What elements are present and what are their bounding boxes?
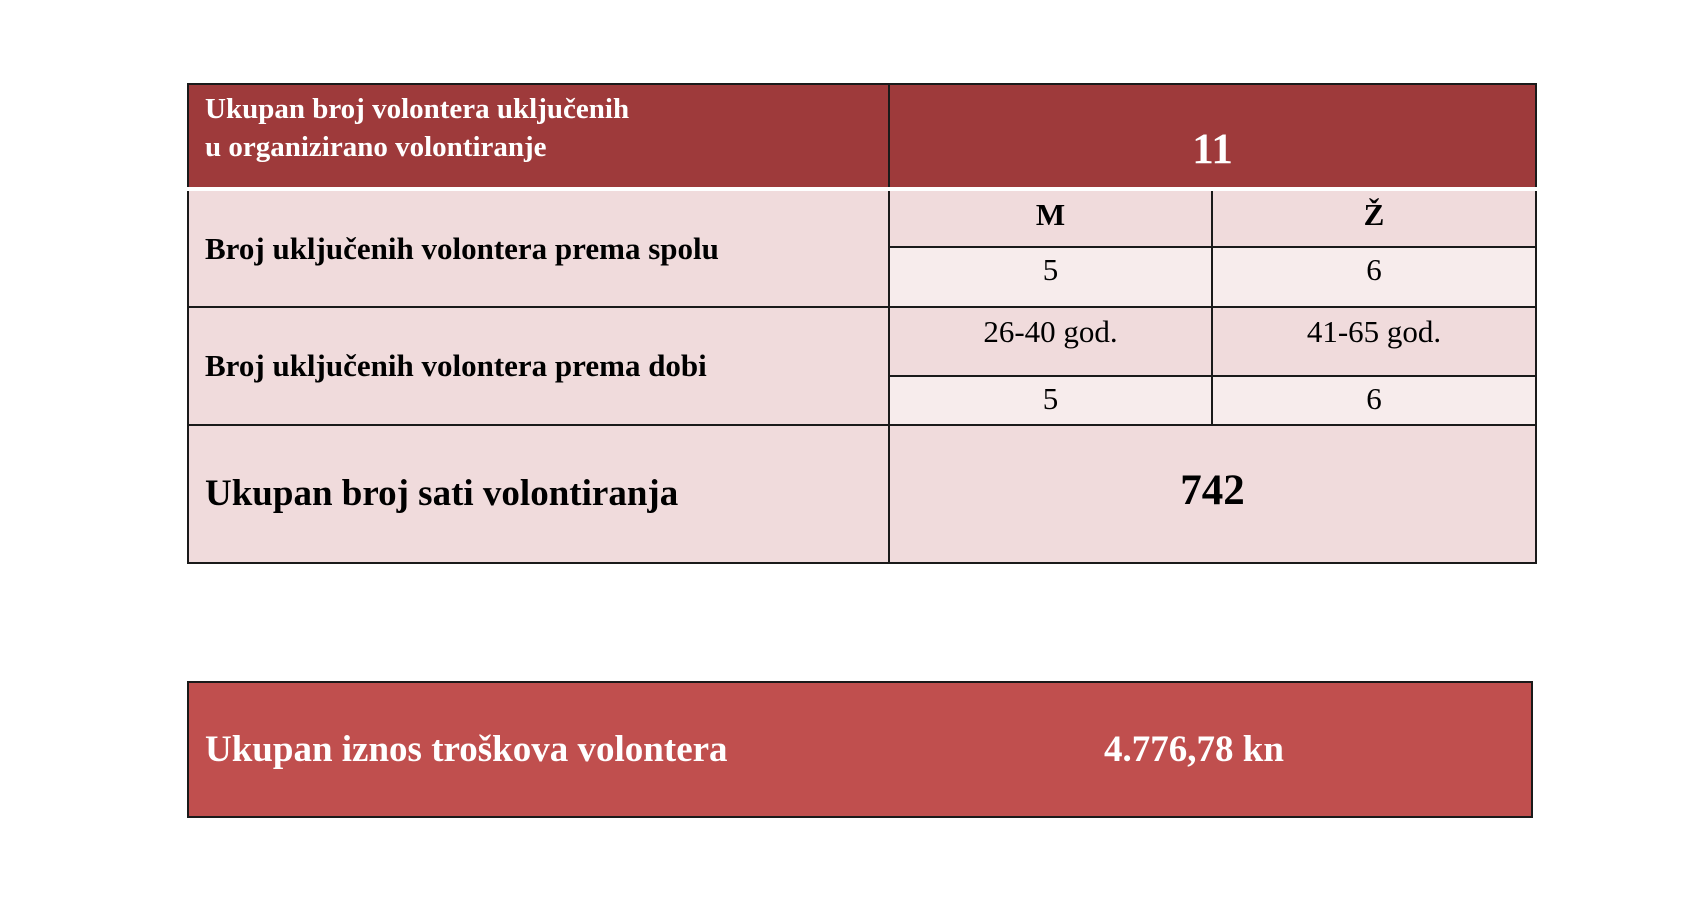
age-header-41-65: 41-65 god. (1212, 307, 1536, 376)
age-header-26-40: 26-40 god. (889, 307, 1212, 376)
sex-header-female: Ž (1212, 189, 1536, 247)
total-cost-bar (187, 681, 1533, 818)
age-value-26-40: 5 (889, 376, 1212, 425)
sex-header-male: M (889, 189, 1212, 247)
sex-value-male: 5 (889, 247, 1212, 308)
total-volunteers-label: Ukupan broj volontera uključenih u organizirano volontiranje (188, 84, 889, 189)
hours-label: Ukupan broj sati volontiranja (188, 425, 889, 563)
volunteer-stats-table (187, 83, 1537, 564)
sex-value-female: 6 (1212, 247, 1536, 308)
age-row-label: Broj uključenih volontera prema dobi (188, 307, 889, 424)
age-value-41-65: 6 (1212, 376, 1536, 425)
hours-row (188, 425, 1536, 563)
total-volunteers-value: 11 (889, 84, 1536, 189)
sex-row-label: Broj uključenih volontera prema spolu (188, 189, 889, 307)
total-cost-value: 4.776,78 kn (1104, 729, 1284, 770)
hours-value: 742 (889, 425, 1536, 563)
age-header-row (188, 307, 1536, 376)
sex-header-row (188, 189, 1536, 247)
total-volunteers-row (188, 84, 1536, 189)
total-cost-label: Ukupan iznos troškova volontera (205, 729, 728, 770)
